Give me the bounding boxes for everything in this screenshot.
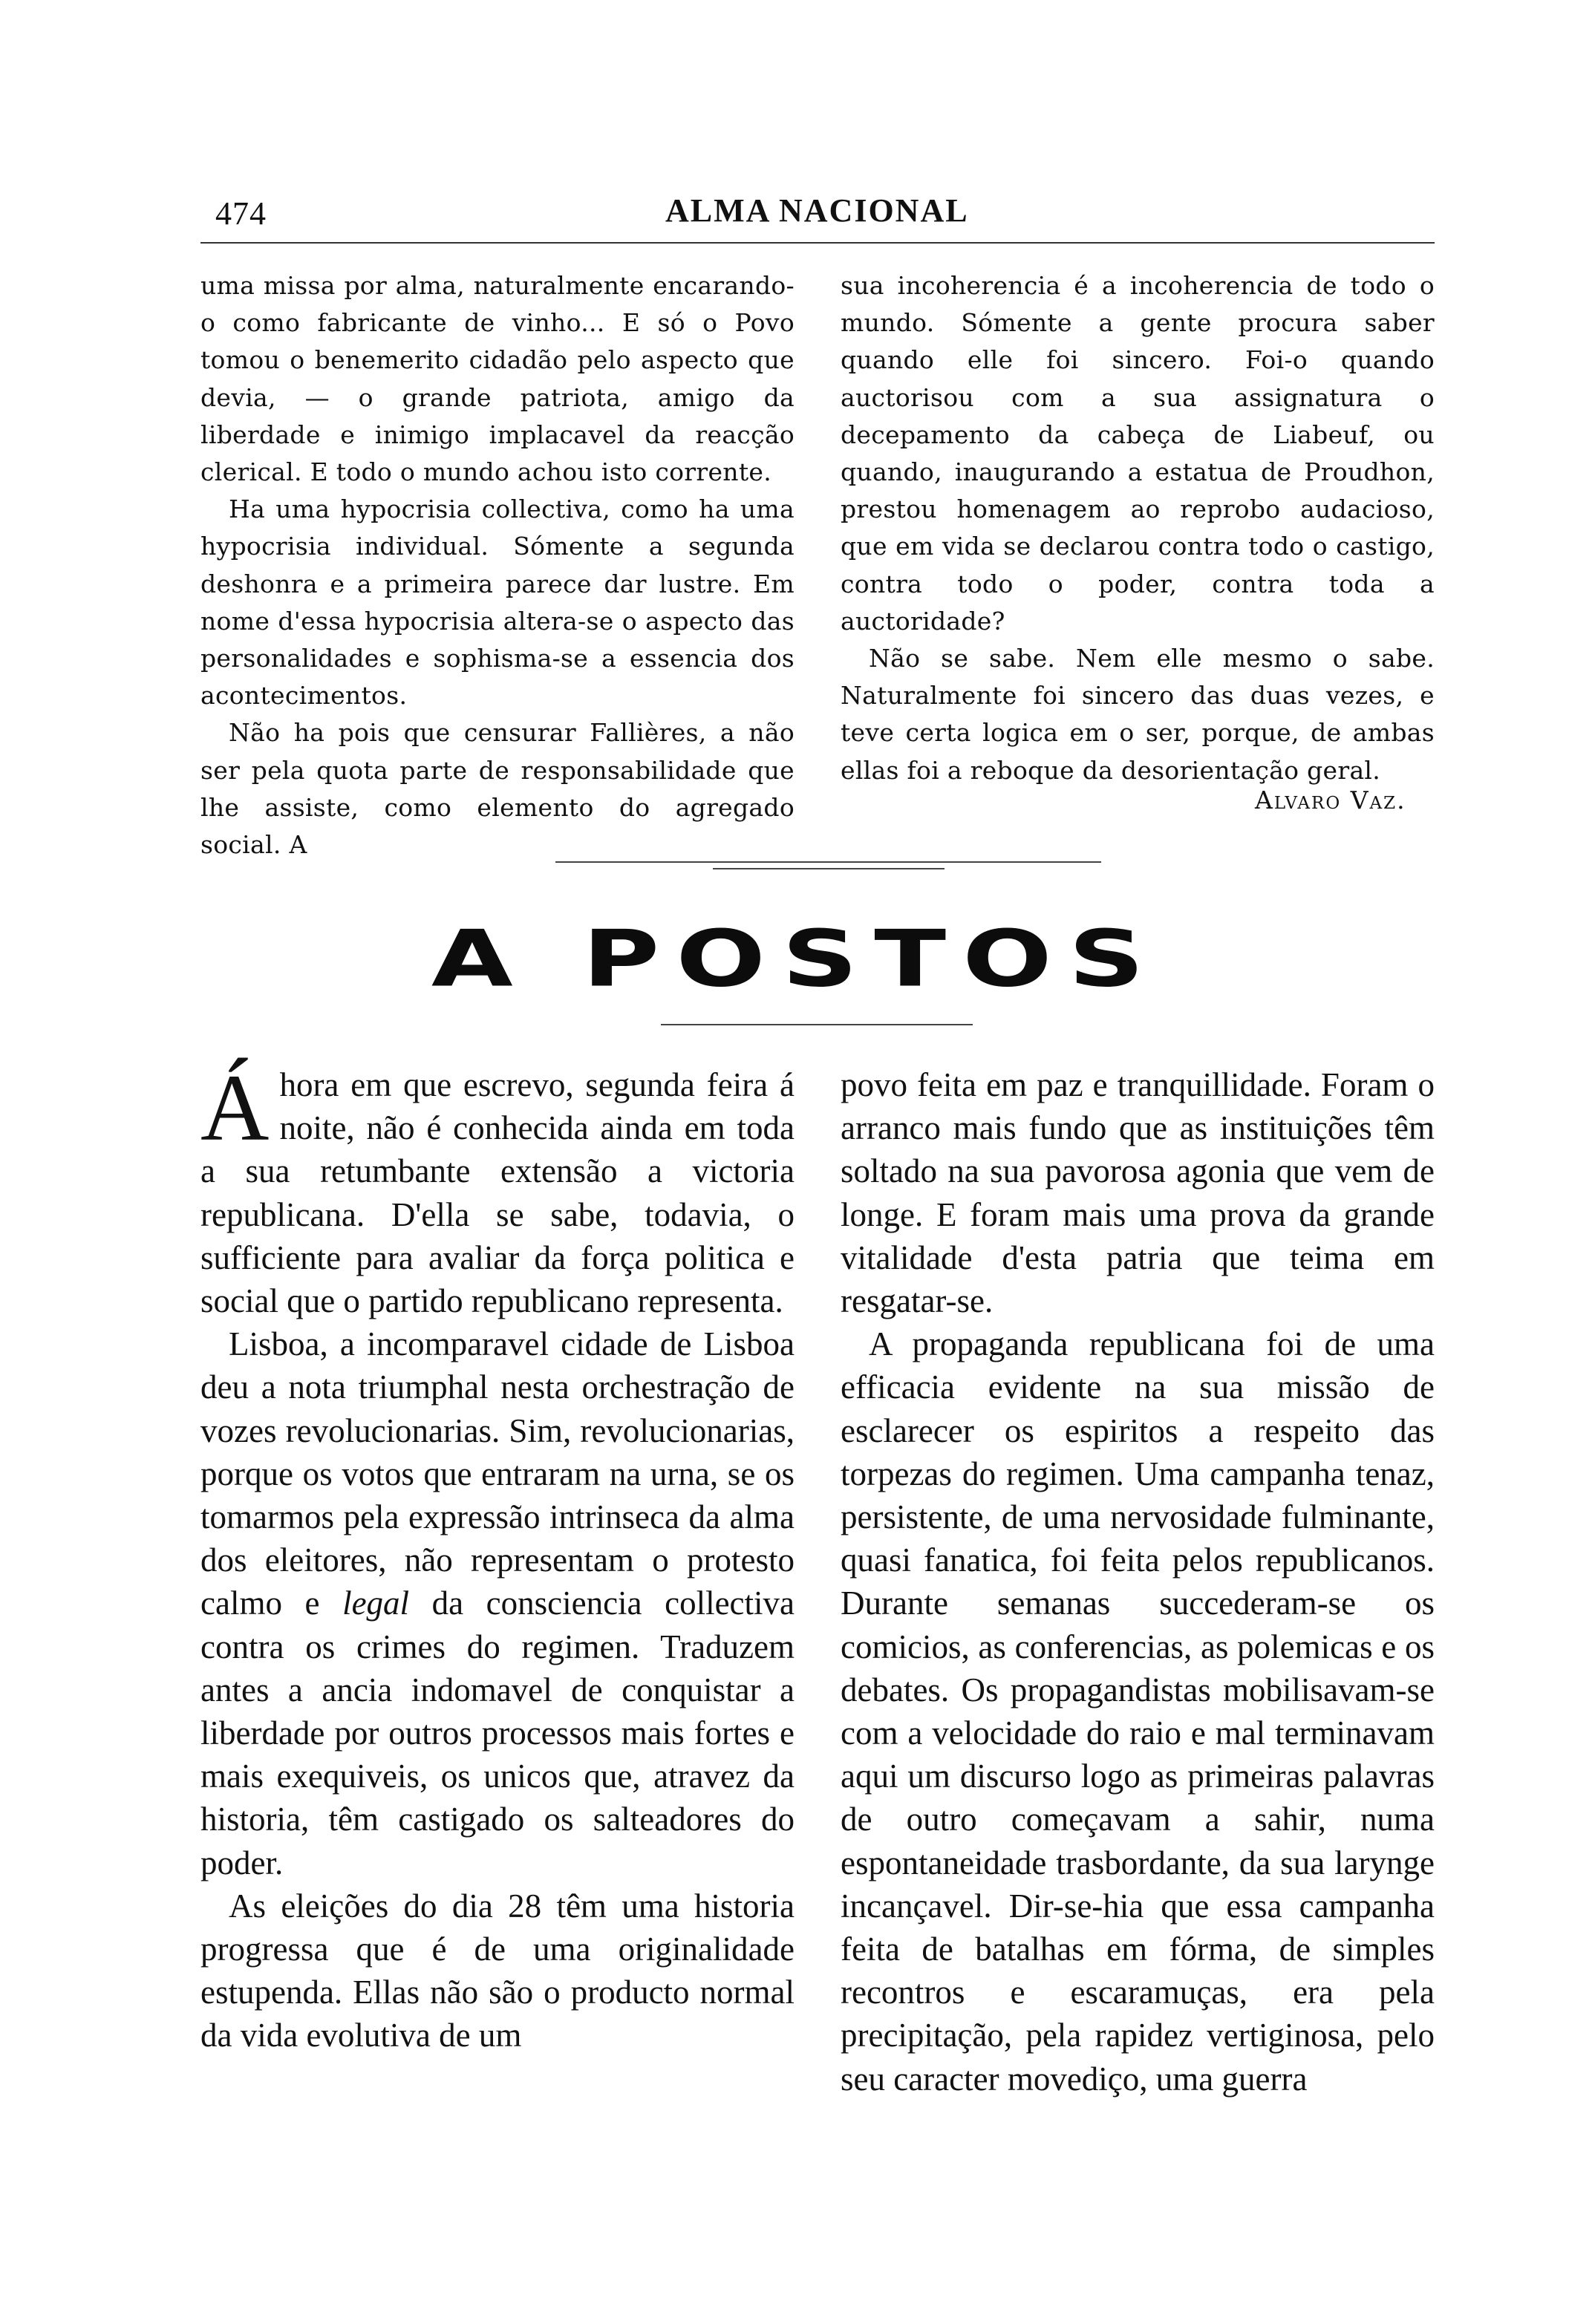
first-paragraph-text: hora em que escrevo, segunda feira á noite, não é conhecida ainda em toda a sua retumbante extensão a victoria republicana. D'ella se sabe, todavia, o sufficiente para avaliar da força politica e social que o partido republicano representa. [200, 1066, 795, 1320]
paragraph [200, 1322, 795, 1884]
page-number: 474 [215, 195, 267, 232]
running-title: ALMA NACIONAL [665, 192, 969, 229]
article-title: A POSTOS [431, 913, 1161, 1005]
previous-article-left-column [200, 267, 795, 864]
previous-article-right-column [841, 267, 1435, 789]
paragraph: sua incoherencia é a incoherencia de todo o mundo. Sómente a gente procura saber quando elle foi sincero. Foi-o quando auctorisou com a sua assignatura o decepamento da cabeça de Liabeuf, ou quando, inaugurando a estatua de Proudhon, prestou homenagem ao reprobo audacioso, que em vida se declarou contra todo o castigo, contra todo o poder, contra toda a auctoridade? [841, 271, 1435, 636]
article-right-column [841, 1063, 1435, 2101]
first-paragraph [200, 1055, 795, 1322]
article-left-column [200, 1055, 795, 2057]
article-title-wrapper [0, 907, 1592, 1011]
paragraph: Ha uma hypocrisia collectiva, como ha uma hypocrisia individual. Sómente a segunda deshonra e a primeira parece dar lustre. Em nome d'essa hypocrisia altera-se o aspecto das personalidades e sophisma-se a essencia dos acontecimentos. [200, 494, 795, 711]
paragraph: Não ha pois que censurar Fallières, a não ser pela quota parte de responsabilidade que lhe assiste, como elemento do agregado social. A [200, 718, 795, 860]
section-divider-rule-short [713, 868, 945, 869]
title-underline-rule [661, 1024, 973, 1025]
drop-cap: Á [200, 1055, 270, 1161]
paragraph: Não se sabe. Nem elle mesmo o sabe. Naturalmente foi sincero das duas vezes, e teve certa logica em o ser, porque, de ambas ellas foi a reboque da desorientação geral. [841, 644, 1435, 785]
paragraph-text: da consciencia collectiva contra os crimes do regimen. Traduzem antes a ancia indomavel de conquistar a liberdade por outros processos mais fortes e mais exequiveis, os unicos que, atravez da historia, têm castigado os salteadores do poder. [200, 1584, 795, 1881]
paragraph: uma missa por alma, naturalmente encarando-o como fabricante de vinho... E só o Povo tomou o benemerito cidadão pelo aspecto que devia, — o grande patriota, amigo da liberdade e inimigo implacavel da reacção clerical. E todo o mundo achou isto corrente. [200, 271, 795, 487]
italic-word: legal [342, 1584, 410, 1622]
paragraph: A propaganda republicana foi de uma efficacia evidente na sua missão de esclarecer os espiritos a respeito das torpezas do regimen. Uma campanha tenaz, persistente, de uma nervosidade fulminante, quasi fanatica, foi feita pelos republicanos. Durante semanas succederam-se os comicios, as conferencias, as polemicas e os debates. Os propagandistas mobilisavam-se com a velocidade do raio e mal terminavam aqui um discurso logo as primeiras palavras de outro começavam a sahir, numa espontaneidade trasbordante, da sua larynge incançavel. Dir-se-hia que essa campanha feita de batalhas em fórma, de simples recontros e escaramuças, era pela precipitação, pela rapidez vertiginosa, pelo seu caracter movediço, uma guerra [841, 1325, 1435, 2098]
header-rule [200, 242, 1435, 244]
section-divider-rule [555, 861, 1101, 863]
paragraph-text: Lisboa, a incomparavel cidade de Lisboa deu a nota triumphal nesta orchestração de vozes revolucionarias. Sim, revolucionarias, porque os votos que entraram na urna, se os tomarmos pela expressão intrinseca da alma dos eleitores, não representam o protesto calmo e [200, 1325, 795, 1622]
paragraph: As eleições do dia 28 têm uma historia progressa que é de uma originalidade estupenda. Ellas não são o producto normal da vida evolutiva de um [200, 1887, 795, 2054]
paragraph: povo feita em paz e tranquillidade. Foram o arranco mais fundo que as instituições têm soltado na sua pavorosa agonia que vem de longe. E foram mais uma prova da grande vitalidade d'esta patria que teima em resgatar-se. [841, 1066, 1435, 1320]
author-signature: Alvaro Vaz. [1255, 786, 1406, 815]
